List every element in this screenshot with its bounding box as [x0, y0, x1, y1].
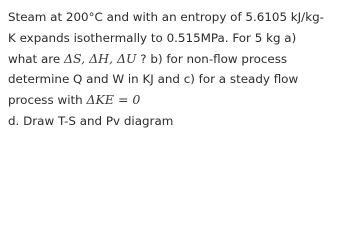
problem-line-4: determine Q and W in KJ and c) for a steady flow	[8, 72, 299, 87]
problem-line-3-text: what are	[8, 51, 64, 66]
problem-line-1: Steam at 200°C and with an entropy of 5.6105 kJ/kg-	[8, 10, 324, 24]
problem-line-5	[8, 90, 356, 111]
problem-line-3-tail: ? b) for non-flow process	[136, 51, 288, 66]
math-delta-ke-zero: ΔKE = 0	[86, 92, 141, 108]
problem-line-3	[8, 49, 356, 70]
math-delta-s-h-u: ΔS, ΔH, ΔU	[64, 50, 137, 66]
problem-line-2: K expands isothermally to 0.515MPa. For 5 kg a)	[8, 30, 297, 45]
problem-line-5-text: process with	[8, 93, 87, 108]
problem-line-6: d. Draw T-S and Pv diagram	[8, 113, 174, 128]
problem-statement	[8, 7, 356, 132]
